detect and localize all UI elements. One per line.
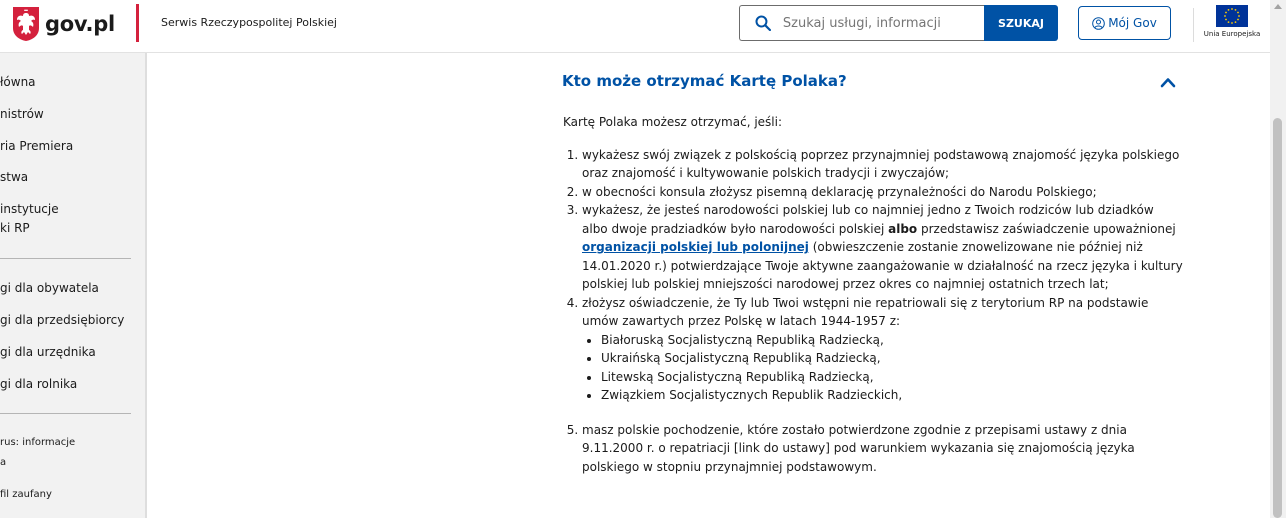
condition-5-text: masz polskie pochodzenie, które zostało potwierdzone zgodnie z przepisami ustawy z dnia 9.11.2000 r. o repatriacji [link do ustawy] pod warunkiem wykazania się znajomością języka polskiego w stopniu przynajmniej podstawowym. [582, 422, 1135, 474]
condition-3-part2: przedstawisz zaświadczenie upoważnionej [917, 221, 1176, 236]
condition-3-part1: wykażesz, że jesteś narodowości polskiej lub co najmniej jedno z Twoich rodziców lub dziadków albo dwoje pradziadków było narodowości polskiej [582, 203, 1154, 236]
user-icon [1092, 17, 1105, 30]
search-button[interactable]: SZUKAJ [984, 5, 1058, 41]
my-gov-label: Mój Gov [1108, 16, 1157, 30]
condition-1-text: wykażesz swój związek z polskością poprzez przynajmniej podstawową znajomość języka polskiego oraz znajomość i kultywowanie polskich tradycji i zwyczajów; [582, 147, 1180, 180]
accordion-title[interactable]: Kto może otrzymać Kartę Polaka? [562, 72, 847, 90]
eagle-emblem-icon [12, 6, 40, 42]
scroll-up-arrow-icon[interactable] [1274, 4, 1282, 9]
sidebar-item-institutions[interactable]: instytucje [0, 202, 59, 216]
condition-3-part3: (obwieszczenie zostanie znowelizowane nie później niż 14.01.2020 r.) potwierdzające Twoje aktywne zaangażowanie w działalność na rzecz języka i kultury polskiej lub polskiej mniejszości narodowej przez okres co najmniej ostatnich trzech lat; [582, 240, 1183, 291]
condition-3-bold: albo [888, 221, 918, 236]
republic-item: • Ukraińską Socjalistyczną Republiką Radziecką, [601, 349, 1183, 368]
sidebar-item-voivodeships[interactable]: stwa [0, 170, 29, 184]
republic-item: • Białoruską Socjalistyczną Republiką Radziecką, [601, 331, 1183, 350]
eu-divider [1193, 8, 1194, 42]
list-item [582, 146, 1183, 183]
list-item [582, 183, 1183, 202]
list-item [582, 201, 1183, 294]
eu-logo [1203, 5, 1261, 38]
republic-item: • Litewską Socjalistyczną Republiką Radziecką, [601, 368, 1183, 387]
intro-text: Kartę Polaka możesz otrzymać, jeśli: [563, 115, 782, 129]
sidebar-divider [0, 413, 131, 414]
conditions-list [563, 146, 1183, 477]
eu-label: Unia Europejska [1203, 30, 1261, 38]
search-input[interactable] [781, 15, 984, 32]
condition-4-text: złożysz oświadczenie, że Ty lub Twoi wstępni nie repatriowali się z terytorium RP na podstawie umów zawartych przez Polskę w latach 1944-1957 z: [582, 295, 1149, 328]
search-box[interactable] [739, 5, 984, 41]
my-gov-button[interactable] [1078, 6, 1171, 40]
service-name: Serwis Rzeczypospolitej Polskiej [161, 16, 337, 29]
republics-list [582, 331, 1183, 421]
sidebar-item-official-services[interactable]: gi dla urzędnika [0, 345, 96, 359]
accordion-content [563, 113, 1183, 476]
sidebar-edge [145, 53, 147, 518]
sidebar-divider [0, 258, 131, 259]
sidebar-menu [0, 53, 145, 518]
scrollbar-thumb[interactable] [1273, 118, 1282, 518]
govpl-logo[interactable] [12, 5, 115, 43]
logo-divider [136, 4, 139, 42]
list-item [582, 421, 1183, 477]
list-item [582, 294, 1183, 421]
republic-item: • Związkiem Socjalistycznych Republik Radzieckich, [601, 386, 1183, 405]
sidebar-link-coronavirus[interactable]: rus: informacje [0, 437, 76, 448]
polish-organization-link[interactable]: organizacji polskiej lub polonijnej [582, 240, 809, 254]
logo-text: gov.pl [45, 12, 115, 36]
sidebar-item-pm-chancellery[interactable]: ria Premiera [0, 139, 74, 153]
sidebar-item-business-services[interactable]: gi dla przedsiębiorcy [0, 313, 125, 327]
chevron-up-icon[interactable] [1160, 76, 1176, 88]
eu-flag-icon [1216, 5, 1248, 27]
sidebar-item-institutions-line2[interactable]: ki RP [0, 221, 30, 235]
sidebar-item-home[interactable]: łówna [0, 75, 36, 89]
site-header [0, 0, 1286, 53]
search-icon [755, 15, 771, 31]
sidebar-link-trusted-profile[interactable]: fil zaufany [0, 489, 52, 500]
sidebar-link-coronavirus-line2[interactable]: a [0, 457, 7, 468]
sidebar-item-farmer-services[interactable]: gi dla rolnika [0, 377, 78, 391]
search-form [739, 5, 1059, 41]
sidebar-item-ministries[interactable]: nistrów [0, 107, 44, 121]
sidebar-item-citizen-services[interactable]: gi dla obywatela [0, 281, 99, 295]
condition-2-text: w obecności konsula złożysz pisemną deklarację przynależności do Narodu Polskiego; [582, 184, 1097, 199]
